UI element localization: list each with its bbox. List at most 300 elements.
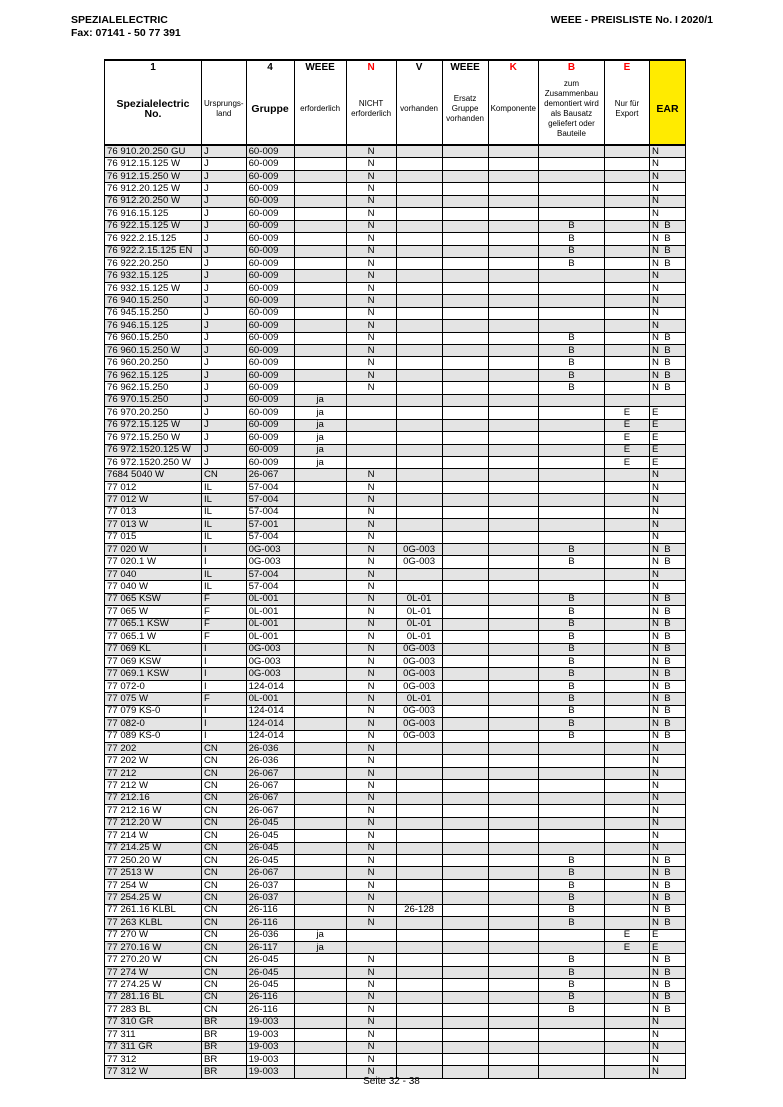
- cell-ear: [649, 394, 685, 406]
- cell-weee-required: [294, 170, 346, 182]
- cell-part-number: 76 970.20.250: [105, 407, 202, 419]
- cell-assembly: [538, 531, 604, 543]
- cell-export-only: [604, 1053, 649, 1065]
- cell-export-only: [604, 792, 649, 804]
- page-number: Seite 32 - 38: [363, 1076, 420, 1087]
- cell-export-only: [604, 879, 649, 891]
- cell-ear: N: [649, 282, 685, 294]
- cell-not-required: N: [346, 879, 396, 891]
- cell-part-number: 77 261.16 KLBL: [105, 904, 202, 916]
- cell-not-required: N: [346, 245, 396, 257]
- cell-replacement: [442, 668, 488, 680]
- cell-replacement: [442, 531, 488, 543]
- cell-export-only: [604, 917, 649, 929]
- cell-replacement: [442, 842, 488, 854]
- table-row: [105, 357, 686, 369]
- table-row: [105, 145, 686, 158]
- cell-group: 60-009: [246, 369, 294, 381]
- cell-assembly: [538, 1029, 604, 1041]
- cell-component: [488, 1016, 538, 1028]
- cell-replacement: [442, 494, 488, 506]
- col-head-required: erforderlich: [294, 73, 346, 145]
- cell-not-required: N: [346, 904, 396, 916]
- cell-present: [396, 158, 442, 170]
- cell-ear: N: [649, 1029, 685, 1041]
- cell-origin: J: [202, 369, 247, 381]
- cell-part-number: 77 270.16 W: [105, 942, 202, 954]
- cell-ear: N: [649, 195, 685, 207]
- cell-assembly: B: [538, 233, 604, 245]
- cell-weee-required: [294, 917, 346, 929]
- cell-present: [396, 506, 442, 518]
- cell-replacement: [442, 257, 488, 269]
- cell-present: [396, 419, 442, 431]
- table-row: [105, 966, 686, 978]
- cell-weee-required: [294, 892, 346, 904]
- cell-replacement: [442, 345, 488, 357]
- cell-replacement: [442, 145, 488, 158]
- col-top-4: WEEE: [294, 60, 346, 73]
- cell-part-number: 77 214.25 W: [105, 842, 202, 854]
- cell-export-only: [604, 170, 649, 182]
- table-row: [105, 320, 686, 332]
- cell-assembly: [538, 767, 604, 779]
- cell-export-only: [604, 1004, 649, 1016]
- cell-weee-required: [294, 568, 346, 580]
- cell-weee-required: [294, 158, 346, 170]
- cell-origin: BR: [202, 1041, 247, 1053]
- cell-ear: N: [649, 817, 685, 829]
- cell-assembly: B: [538, 245, 604, 257]
- cell-origin: J: [202, 432, 247, 444]
- cell-ear: N B: [649, 369, 685, 381]
- cell-export-only: [604, 382, 649, 394]
- cell-component: [488, 183, 538, 195]
- table-row: [105, 282, 686, 294]
- cell-not-required: N: [346, 158, 396, 170]
- col-head-replacement: Ersatz Gruppe vorhanden: [442, 73, 488, 145]
- header-row-top: [105, 60, 686, 73]
- cell-component: [488, 854, 538, 866]
- cell-present: [396, 494, 442, 506]
- cell-assembly: B: [538, 220, 604, 232]
- cell-weee-required: [294, 743, 346, 755]
- cell-export-only: [604, 631, 649, 643]
- cell-component: [488, 730, 538, 742]
- cell-ear: N B: [649, 917, 685, 929]
- cell-export-only: [604, 282, 649, 294]
- cell-not-required: N: [346, 506, 396, 518]
- cell-origin: CN: [202, 743, 247, 755]
- cell-part-number: 76 922.2.15.125 EN: [105, 245, 202, 257]
- cell-component: [488, 780, 538, 792]
- cell-assembly: [538, 432, 604, 444]
- cell-component: [488, 506, 538, 518]
- cell-group: 60-009: [246, 394, 294, 406]
- table-row: [105, 170, 686, 182]
- cell-group: 26-067: [246, 792, 294, 804]
- cell-weee-required: ja: [294, 419, 346, 431]
- cell-replacement: [442, 917, 488, 929]
- cell-replacement: [442, 718, 488, 730]
- cell-ear: N: [649, 568, 685, 580]
- cell-component: [488, 991, 538, 1003]
- cell-export-only: [604, 158, 649, 170]
- cell-part-number: 76 972.15.125 W: [105, 419, 202, 431]
- cell-component: [488, 767, 538, 779]
- cell-weee-required: [294, 879, 346, 891]
- cell-assembly: [538, 942, 604, 954]
- cell-ear: N B: [649, 643, 685, 655]
- table-row: [105, 245, 686, 257]
- cell-part-number: 77 065 W: [105, 606, 202, 618]
- cell-group: 26-067: [246, 867, 294, 879]
- cell-origin: CN: [202, 1004, 247, 1016]
- cell-part-number: 76 916.15.125: [105, 208, 202, 220]
- cell-origin: I: [202, 730, 247, 742]
- cell-weee-required: [294, 904, 346, 916]
- cell-replacement: [442, 519, 488, 531]
- cell-export-only: [604, 581, 649, 593]
- col-top-2: [202, 60, 247, 73]
- cell-export-only: E: [604, 432, 649, 444]
- cell-weee-required: [294, 494, 346, 506]
- cell-ear: N: [649, 158, 685, 170]
- cell-present: [396, 444, 442, 456]
- cell-weee-required: [294, 593, 346, 605]
- cell-export-only: [604, 854, 649, 866]
- cell-not-required: N: [346, 767, 396, 779]
- cell-not-required: N: [346, 357, 396, 369]
- cell-present: [396, 929, 442, 941]
- cell-group: 124-014: [246, 680, 294, 692]
- cell-group: 57-004: [246, 494, 294, 506]
- cell-present: 0L-01: [396, 606, 442, 618]
- cell-group: 124-014: [246, 705, 294, 717]
- cell-ear: N B: [649, 593, 685, 605]
- cell-ear: N B: [649, 382, 685, 394]
- table-row: [105, 805, 686, 817]
- cell-present: 0L-01: [396, 618, 442, 630]
- cell-replacement: [442, 407, 488, 419]
- cell-ear: N: [649, 767, 685, 779]
- table-row: [105, 942, 686, 954]
- cell-part-number: 76 960.15.250: [105, 332, 202, 344]
- cell-present: [396, 892, 442, 904]
- cell-part-number: 77 311: [105, 1029, 202, 1041]
- cell-not-required: N: [346, 966, 396, 978]
- cell-part-number: 77 270 W: [105, 929, 202, 941]
- cell-replacement: [442, 942, 488, 954]
- cell-part-number: 77 274.25 W: [105, 979, 202, 991]
- cell-component: [488, 792, 538, 804]
- cell-assembly: [538, 394, 604, 406]
- cell-not-required: N: [346, 1053, 396, 1065]
- cell-weee-required: ja: [294, 456, 346, 468]
- cell-present: [396, 270, 442, 282]
- cell-export-only: [604, 1041, 649, 1053]
- cell-assembly: [538, 170, 604, 182]
- cell-origin: J: [202, 419, 247, 431]
- cell-group: 60-009: [246, 257, 294, 269]
- cell-not-required: N: [346, 183, 396, 195]
- cell-ear: N B: [649, 1004, 685, 1016]
- cell-component: [488, 282, 538, 294]
- cell-group: 0G-003: [246, 556, 294, 568]
- cell-export-only: [604, 643, 649, 655]
- cell-group: 0L-001: [246, 606, 294, 618]
- cell-present: [396, 854, 442, 866]
- cell-present: [396, 332, 442, 344]
- cell-present: 0L-01: [396, 631, 442, 643]
- cell-part-number: 77 212 W: [105, 780, 202, 792]
- cell-ear: E: [649, 942, 685, 954]
- cell-origin: IL: [202, 506, 247, 518]
- cell-origin: CN: [202, 469, 247, 481]
- cell-not-required: N: [346, 295, 396, 307]
- cell-part-number: 77 214 W: [105, 830, 202, 842]
- cell-group: 26-116: [246, 904, 294, 916]
- cell-origin: F: [202, 618, 247, 630]
- cell-weee-required: [294, 991, 346, 1003]
- cell-replacement: [442, 1053, 488, 1065]
- cell-group: 26-036: [246, 743, 294, 755]
- fax-number: Fax: 07141 - 50 77 391: [71, 27, 181, 39]
- cell-group: 0L-001: [246, 618, 294, 630]
- cell-assembly: B: [538, 680, 604, 692]
- cell-not-required: N: [346, 718, 396, 730]
- cell-not-required: N: [346, 730, 396, 742]
- cell-origin: IL: [202, 581, 247, 593]
- cell-present: 0G-003: [396, 668, 442, 680]
- cell-ear: N B: [649, 867, 685, 879]
- company-name: SPEZIALELECTRIC: [71, 14, 168, 26]
- cell-weee-required: [294, 730, 346, 742]
- cell-assembly: [538, 581, 604, 593]
- document-title: WEEE - PREISLISTE No. I 2020/1: [550, 14, 713, 26]
- cell-not-required: [346, 444, 396, 456]
- table-row: [105, 568, 686, 580]
- col-top-3: 4: [246, 60, 294, 73]
- cell-origin: CN: [202, 966, 247, 978]
- cell-assembly: [538, 506, 604, 518]
- cell-not-required: N: [346, 469, 396, 481]
- cell-group: 0G-003: [246, 655, 294, 667]
- cell-origin: J: [202, 233, 247, 245]
- cell-part-number: 76 962.15.125: [105, 369, 202, 381]
- cell-group: 60-009: [246, 320, 294, 332]
- cell-part-number: 76 912.15.125 W: [105, 158, 202, 170]
- cell-origin: IL: [202, 481, 247, 493]
- table-row: [105, 606, 686, 618]
- cell-ear: N: [649, 1041, 685, 1053]
- cell-group: 60-009: [246, 444, 294, 456]
- cell-component: [488, 332, 538, 344]
- cell-replacement: [442, 158, 488, 170]
- table-row: [105, 767, 686, 779]
- cell-group: 60-009: [246, 195, 294, 207]
- cell-ear: N: [649, 1066, 685, 1078]
- cell-replacement: [442, 1029, 488, 1041]
- cell-group: 124-014: [246, 718, 294, 730]
- cell-component: [488, 295, 538, 307]
- cell-not-required: N: [346, 668, 396, 680]
- cell-weee-required: [294, 705, 346, 717]
- cell-group: 60-009: [246, 382, 294, 394]
- cell-component: [488, 307, 538, 319]
- table-row: [105, 867, 686, 879]
- cell-assembly: B: [538, 879, 604, 891]
- cell-export-only: [604, 655, 649, 667]
- cell-export-only: [604, 183, 649, 195]
- cell-part-number: 77 065.1 W: [105, 631, 202, 643]
- cell-replacement: [442, 295, 488, 307]
- cell-weee-required: [294, 830, 346, 842]
- cell-component: [488, 966, 538, 978]
- cell-not-required: N: [346, 332, 396, 344]
- cell-export-only: [604, 544, 649, 556]
- cell-group: 60-009: [246, 345, 294, 357]
- cell-not-required: N: [346, 693, 396, 705]
- cell-part-number: 77 274 W: [105, 966, 202, 978]
- cell-origin: CN: [202, 830, 247, 842]
- table-row: [105, 892, 686, 904]
- cell-present: [396, 568, 442, 580]
- cell-ear: N: [649, 755, 685, 767]
- cell-component: [488, 917, 538, 929]
- cell-group: 60-009: [246, 295, 294, 307]
- cell-present: [396, 170, 442, 182]
- cell-assembly: B: [538, 382, 604, 394]
- cell-assembly: [538, 158, 604, 170]
- col-head-group: Gruppe: [246, 73, 294, 145]
- cell-export-only: [604, 904, 649, 916]
- cell-ear: N: [649, 481, 685, 493]
- table-row: [105, 394, 686, 406]
- table-row: [105, 1016, 686, 1028]
- cell-origin: CN: [202, 767, 247, 779]
- cell-export-only: [604, 307, 649, 319]
- cell-weee-required: [294, 382, 346, 394]
- cell-component: [488, 432, 538, 444]
- cell-part-number: 77 254 W: [105, 879, 202, 891]
- cell-replacement: [442, 631, 488, 643]
- cell-part-number: 76 960.15.250 W: [105, 345, 202, 357]
- cell-not-required: N: [346, 382, 396, 394]
- cell-origin: F: [202, 631, 247, 643]
- cell-assembly: B: [538, 917, 604, 929]
- cell-export-only: E: [604, 444, 649, 456]
- cell-part-number: 77 065.1 KSW: [105, 618, 202, 630]
- cell-assembly: [538, 307, 604, 319]
- cell-ear: N: [649, 506, 685, 518]
- cell-weee-required: [294, 867, 346, 879]
- cell-assembly: [538, 743, 604, 755]
- cell-component: [488, 407, 538, 419]
- cell-origin: J: [202, 307, 247, 319]
- cell-part-number: 76 912.20.125 W: [105, 183, 202, 195]
- cell-part-number: 77 089 KS-0: [105, 730, 202, 742]
- cell-component: [488, 942, 538, 954]
- cell-group: 26-045: [246, 817, 294, 829]
- table-row: [105, 904, 686, 916]
- cell-part-number: 77 065 KSW: [105, 593, 202, 605]
- col-top-8: K: [488, 60, 538, 73]
- table-row: [105, 755, 686, 767]
- cell-origin: CN: [202, 817, 247, 829]
- cell-weee-required: [294, 755, 346, 767]
- cell-not-required: N: [346, 792, 396, 804]
- cell-ear: N B: [649, 618, 685, 630]
- cell-ear: N: [649, 469, 685, 481]
- col-head-number: Spezialelectric No.: [105, 73, 202, 145]
- cell-part-number: 77 069.1 KSW: [105, 668, 202, 680]
- cell-group: 26-045: [246, 954, 294, 966]
- cell-assembly: B: [538, 544, 604, 556]
- cell-not-required: N: [346, 531, 396, 543]
- table-row: [105, 842, 686, 854]
- cell-present: [396, 1053, 442, 1065]
- cell-replacement: [442, 432, 488, 444]
- cell-ear: N: [649, 1016, 685, 1028]
- cell-part-number: 77 020 W: [105, 544, 202, 556]
- cell-group: 26-116: [246, 991, 294, 1003]
- col-top-7: WEEE: [442, 60, 488, 73]
- cell-present: 0G-003: [396, 556, 442, 568]
- table-row: [105, 556, 686, 568]
- cell-replacement: [442, 456, 488, 468]
- cell-replacement: [442, 805, 488, 817]
- cell-replacement: [442, 568, 488, 580]
- table-row: [105, 581, 686, 593]
- cell-component: [488, 369, 538, 381]
- cell-origin: CN: [202, 867, 247, 879]
- cell-export-only: [604, 593, 649, 605]
- cell-group: 60-009: [246, 145, 294, 158]
- cell-group: 19-003: [246, 1066, 294, 1078]
- cell-component: [488, 718, 538, 730]
- cell-not-required: N: [346, 606, 396, 618]
- cell-present: [396, 1041, 442, 1053]
- cell-weee-required: [294, 208, 346, 220]
- cell-ear: N B: [649, 606, 685, 618]
- cell-ear: N B: [649, 544, 685, 556]
- cell-part-number: 7684 5040 W: [105, 469, 202, 481]
- cell-part-number: 76 910.20.250 GU: [105, 145, 202, 158]
- cell-not-required: N: [346, 208, 396, 220]
- cell-part-number: 76 962.15.250: [105, 382, 202, 394]
- cell-component: [488, 195, 538, 207]
- cell-assembly: B: [538, 369, 604, 381]
- cell-group: 57-004: [246, 481, 294, 493]
- cell-component: [488, 170, 538, 182]
- cell-origin: CN: [202, 954, 247, 966]
- cell-weee-required: [294, 631, 346, 643]
- cell-origin: I: [202, 643, 247, 655]
- cell-not-required: [346, 929, 396, 941]
- cell-ear: N: [649, 320, 685, 332]
- cell-replacement: [442, 581, 488, 593]
- table-row: [105, 979, 686, 991]
- cell-present: [396, 879, 442, 891]
- cell-component: [488, 257, 538, 269]
- cell-part-number: 77 015: [105, 531, 202, 543]
- cell-replacement: [442, 655, 488, 667]
- cell-assembly: B: [538, 668, 604, 680]
- col-head-export: Nur für Export: [604, 73, 649, 145]
- table-row: [105, 407, 686, 419]
- cell-export-only: [604, 830, 649, 842]
